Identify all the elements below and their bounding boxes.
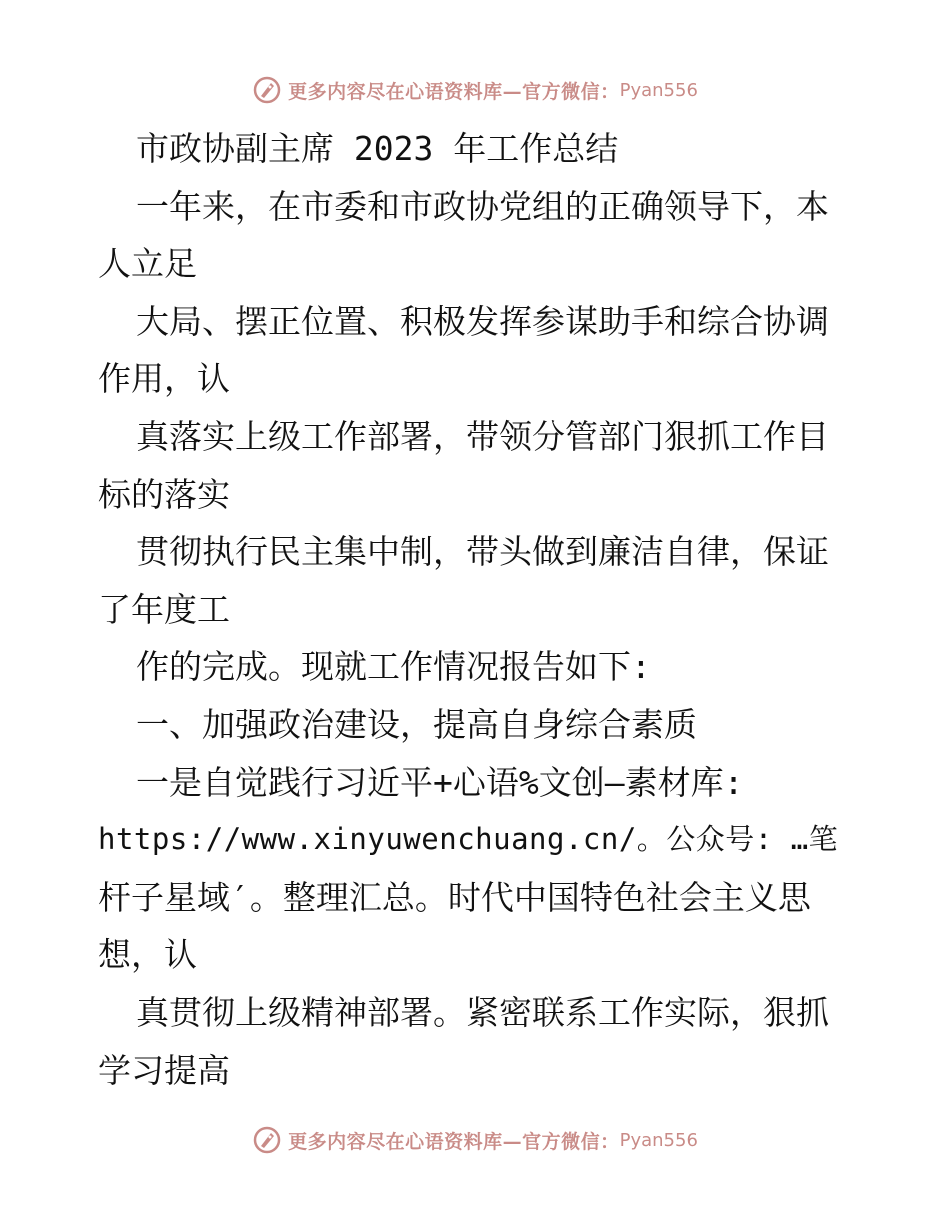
text-line: 真贯彻上级精神部署。紧密联系工作实际，狠抓 xyxy=(136,992,829,1032)
text-line: 人立足 xyxy=(98,244,197,284)
watermark-wechat-id: Pyan556 xyxy=(619,79,698,101)
pen-nib-circle-icon xyxy=(252,75,282,105)
document-body xyxy=(98,120,852,1099)
watermark-header xyxy=(0,70,950,110)
watermark-text: 更多内容尽在心语资料库—官方微信： xyxy=(288,1130,620,1153)
text-line: 贯彻执行民主集中制，带头做到廉洁自律，保证 xyxy=(136,532,829,572)
section-heading: 一、加强政治建设，提高自身综合素质 xyxy=(136,704,697,744)
text-line: 杆子星域′。整理汇总。时代中国特色社会主义思 xyxy=(98,877,811,917)
pen-nib-circle-icon xyxy=(252,1125,282,1155)
text-line: 一是自觉践行习近平+心语%文创—素材库: xyxy=(136,762,744,802)
text-line: 作的完成。现就工作情况报告如下: xyxy=(136,647,651,687)
text-line: 作用，认 xyxy=(98,359,230,399)
text-line: 一年来，在市委和市政协党组的正确领导下，本 xyxy=(136,186,829,226)
text-line: 了年度工 xyxy=(98,589,230,629)
text-line: 大局、摆正位置、积极发挥参谋助手和综合协调 xyxy=(136,301,829,341)
text-line: 标的落实 xyxy=(98,474,230,514)
text-line: 真落实上级工作部署，带领分管部门狠抓工作目 xyxy=(136,416,829,456)
watermark-wechat-id: Pyan556 xyxy=(619,1129,698,1151)
url-line: https://www.xinyuwenchuang.cn/。公众号: …笔 xyxy=(98,822,839,857)
document-title: 市政协副主席 2023 年工作总结 xyxy=(136,129,619,168)
text-line: 想，认 xyxy=(98,935,197,975)
watermark-footer xyxy=(0,1120,950,1160)
watermark-text: 更多内容尽在心语资料库—官方微信： xyxy=(288,80,620,103)
text-line: 学习提高 xyxy=(98,1050,230,1090)
